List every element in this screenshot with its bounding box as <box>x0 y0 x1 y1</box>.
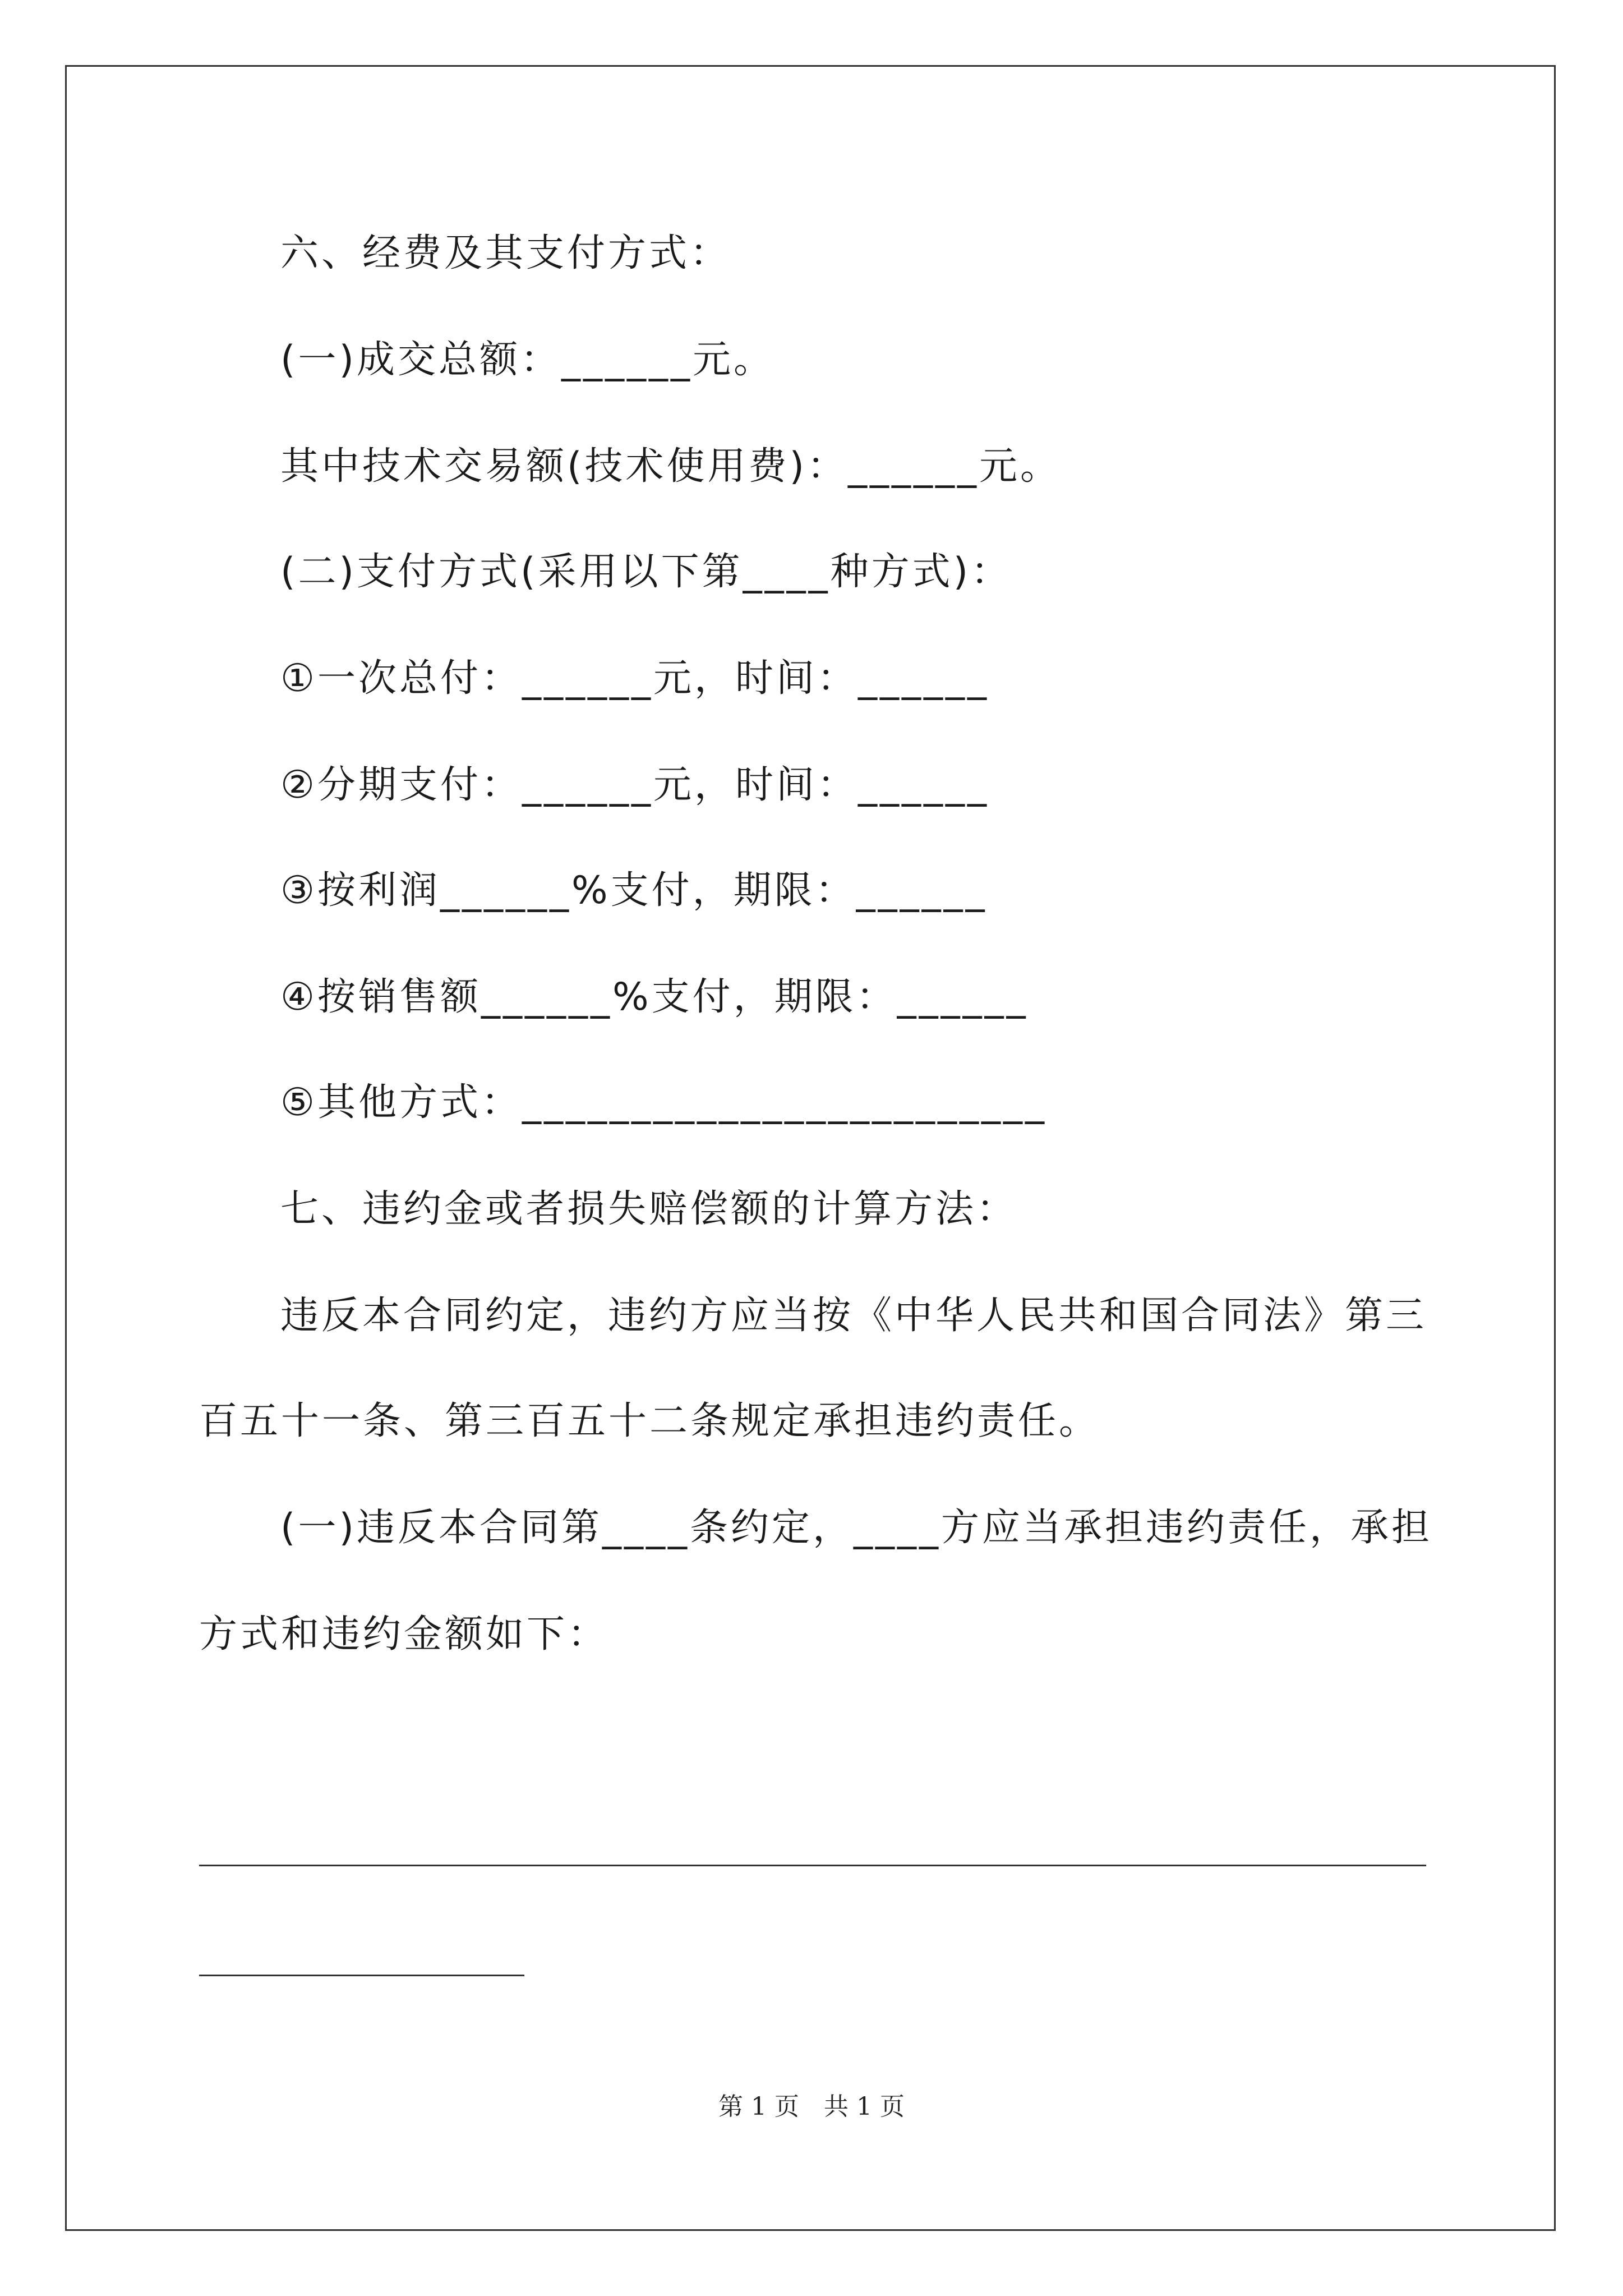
breach-paragraph-line-1: 违反本合同约定，违约方应当按《中华人民共和国合同法》第三 <box>280 1294 1427 1338</box>
payment-option-2: ②分期支付：______元，时间：______ <box>280 763 989 807</box>
breach-clause-line-2: 方式和违约金额如下： <box>199 1612 609 1657</box>
total-amount-line: (一)成交总额：______元。 <box>280 338 775 382</box>
blank-rule-long <box>199 1865 1426 1866</box>
section-heading-six: 六、经费及其支付方式： <box>280 231 731 275</box>
payment-option-1: ①一次总付：______元，时间：______ <box>280 656 989 701</box>
breach-clause-line-1: (一)违反本合同第____条约定，____方应当承担违约责任，承担 <box>280 1506 1433 1550</box>
section-heading-seven: 七、违约金或者损失赔偿额的计算方法： <box>280 1187 1018 1231</box>
tech-fee-line: 其中技术交易额(技术使用费)：______元。 <box>280 444 1062 489</box>
page-footer: 第 1 页 共 1 页 <box>718 2092 905 2121</box>
payment-option-5: ⑤其他方式：________________________ <box>280 1080 1047 1125</box>
breach-paragraph-line-2: 百五十一条、第三百五十二条规定承担违约责任。 <box>199 1399 1100 1443</box>
payment-method-line: (二)支付方式(采用以下第____种方式)： <box>280 550 1012 594</box>
payment-option-3: ③按利润______%支付，期限：______ <box>280 868 988 913</box>
blank-rule-short <box>199 1975 524 1976</box>
page-border <box>65 65 1556 2231</box>
payment-option-4: ④按销售额______%支付，期限：______ <box>280 975 1029 1019</box>
